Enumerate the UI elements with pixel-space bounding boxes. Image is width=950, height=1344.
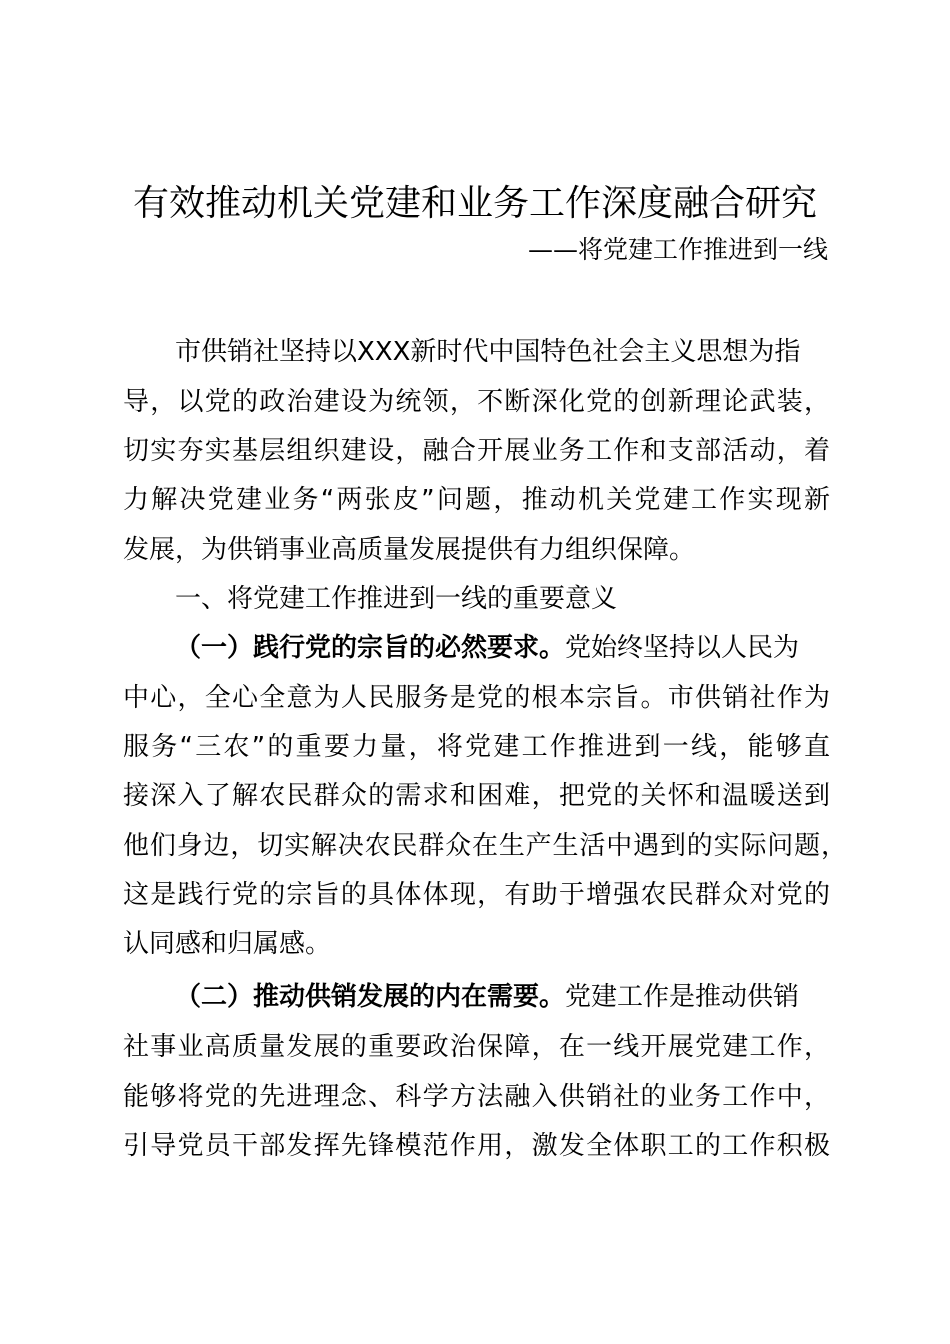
paragraph-line: 切实夯实基层组织建设，融合开展业务工作和支部活动，着	[123, 436, 830, 466]
paragraph-line: 力解决党建业务“两张皮”问题，推动机关党建工作实现新	[123, 485, 830, 515]
document-subtitle: ——将党建工作推进到一线	[527, 235, 828, 264]
item-heading: （一）践行党的宗旨的必然要求。	[175, 633, 566, 663]
item-heading: （二）推动供销发展的内在需要。	[175, 982, 566, 1012]
paragraph-line: 服务“三农”的重要力量，将党建工作推进到一线，能够直	[123, 732, 830, 762]
paragraph-line: 发展，为供销事业高质量发展提供有力组织保障。	[123, 535, 696, 565]
paragraph-line: 能够将党的先进理念、科学方法融入供销社的业务工作中，	[123, 1082, 830, 1112]
paragraph-line: 他们身边，切实解决农民群众在生产生活中遇到的实际问题，	[123, 831, 847, 861]
document-title: 有效推动机关党建和业务工作深度融合研究	[132, 183, 817, 224]
paragraph-line: 中心，全心全意为人民服务是党的根本宗旨。市供销社作为	[123, 683, 830, 713]
section-heading: 一、将党建工作推进到一线的重要意义	[175, 584, 618, 614]
paragraph-line: 导，以党的政治建设为统领，不断深化党的创新理论武装，	[123, 387, 830, 417]
paragraph-line: 这是践行党的宗旨的具体体现，有助于增强农民群众对党的	[123, 880, 830, 910]
paragraph-line: 引导党员干部发挥先锋模范作用，激发全体职工的工作积极	[123, 1131, 830, 1161]
paragraph-line: 社事业高质量发展的重要政治保障，在一线开展党建工作，	[123, 1032, 830, 1062]
item-text: 党建工作是推动供销	[565, 982, 800, 1012]
paragraph-line: 认同感和归属感。	[123, 929, 332, 959]
item-first-line	[175, 628, 830, 668]
paragraph-line: 市供销社坚持以XXX新时代中国特色社会主义思想为指	[175, 337, 801, 367]
item-text: 党始终坚持以人民为	[565, 633, 800, 663]
paragraph-line: 接深入了解农民群众的需求和困难，把党的关怀和温暖送到	[123, 781, 830, 811]
item-first-line	[175, 977, 830, 1017]
